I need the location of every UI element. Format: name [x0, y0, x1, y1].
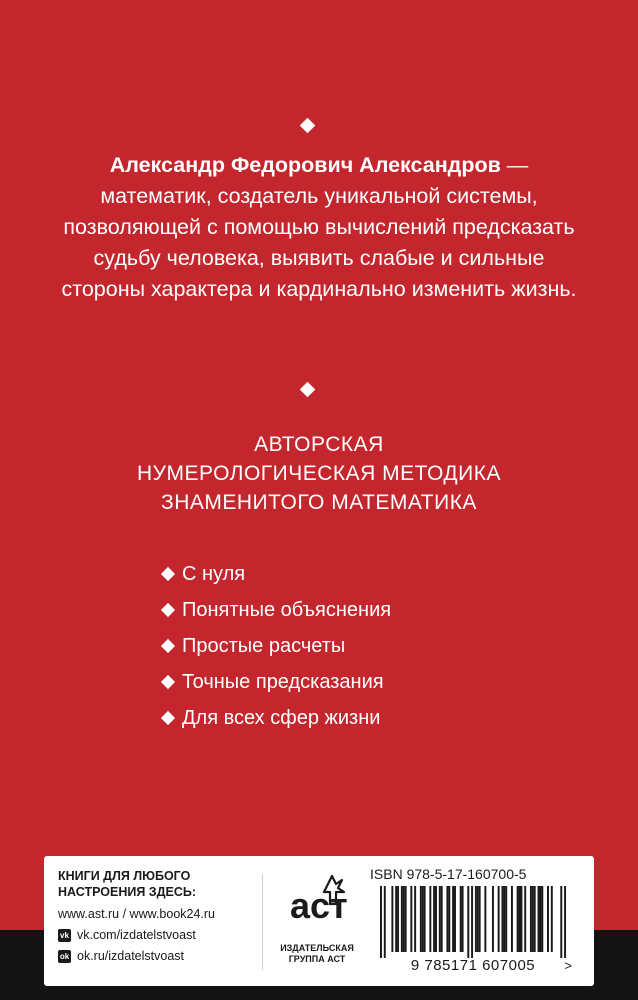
promo-title-line: НАСТРОЕНИЯ ЗДЕСЬ:	[58, 885, 197, 899]
barcode-digits: 9 785171 607005	[410, 957, 536, 974]
barcode-bar	[479, 886, 481, 952]
barcode-bar	[530, 886, 532, 952]
ok-link-text: ok.ru/izdatelstvoast	[77, 949, 184, 963]
barcode-bar	[539, 886, 541, 952]
barcode-bar	[477, 886, 479, 952]
barcode-bar	[391, 886, 393, 952]
feature-item	[160, 664, 560, 700]
barcode-bar	[410, 886, 412, 952]
feature-label: С нуля	[182, 563, 246, 585]
barcode-bar	[460, 886, 462, 952]
feature-label: Простые расчеты	[182, 635, 346, 657]
barcode-bar	[446, 886, 448, 952]
barcode-bar	[380, 886, 382, 958]
barcode-bar	[519, 886, 521, 952]
promo-block	[58, 868, 263, 963]
headline-line: ЗНАМЕНИТОГО МАТЕМАТИКА	[161, 491, 477, 514]
diamond-divider-middle	[300, 382, 316, 398]
vk-link-text: vk.com/izdatelstvoast	[77, 928, 196, 942]
barcode-bar	[524, 886, 526, 952]
barcode-bar	[441, 886, 443, 952]
diamond-bullet-icon	[161, 675, 175, 689]
barcode	[370, 884, 576, 974]
barcode-bar	[484, 886, 486, 952]
feature-item	[160, 700, 560, 736]
ast-logo-text: аст	[290, 885, 348, 926]
feature-item	[160, 556, 560, 592]
feature-item	[160, 628, 560, 664]
barcode-bar	[520, 886, 522, 952]
publisher-block	[270, 870, 364, 965]
barcode-bar	[403, 886, 405, 952]
barcode-bar	[547, 886, 549, 952]
barcode-bar	[538, 886, 540, 952]
vk-link[interactable]	[58, 928, 263, 942]
barcode-bar	[467, 886, 469, 958]
feature-list	[160, 556, 560, 736]
author-bio-text: — математик, создатель уникальной системы, позволяющей с помощью вычислений предсказать судьбу человека, выявить слабые и сильные стороны характера и кардинально изменить жизнь.	[61, 153, 577, 301]
barcode-bar	[471, 886, 473, 958]
barcode-bar	[384, 886, 386, 958]
barcode-bar	[439, 886, 441, 952]
barcode-bar	[452, 886, 454, 952]
ast-logo	[284, 870, 350, 932]
publisher-name-line: ГРУППА АСТ	[288, 954, 346, 964]
promo-title-line: КНИГИ ДЛЯ ЛЮБОГО	[58, 869, 191, 883]
vk-icon: vk	[58, 929, 71, 942]
barcode-bar	[435, 886, 437, 952]
barcode-bar	[501, 886, 503, 952]
barcode-bar	[429, 886, 431, 952]
barcode-bar	[551, 886, 553, 952]
diamond-divider-top	[300, 118, 316, 134]
barcode-bar	[395, 886, 397, 952]
odnoklassniki-icon: ok	[59, 951, 70, 961]
barcode-bar	[397, 886, 399, 952]
info-box	[44, 856, 594, 986]
feature-label: Понятные объяснения	[182, 599, 392, 621]
barcode-bar	[534, 886, 536, 952]
headline	[40, 430, 598, 517]
feature-label: Точные предсказания	[182, 671, 384, 693]
barcode-bar	[422, 886, 424, 952]
author-name: Александр Федорович Александров	[109, 153, 501, 177]
barcode-arrow-icon: >	[564, 958, 572, 973]
diamond-bullet-icon	[161, 567, 175, 581]
diamond-bullet-icon	[161, 603, 175, 617]
diamond-bullet-icon	[161, 639, 175, 653]
barcode-bar	[517, 886, 519, 952]
barcode-bar	[475, 886, 477, 952]
diamond-bullet-icon	[161, 711, 175, 725]
barcode-bar	[424, 886, 426, 952]
barcode-bar	[564, 886, 566, 958]
isbn-block	[370, 866, 588, 974]
author-bio	[60, 150, 578, 305]
barcode-bar	[492, 886, 494, 952]
barcode-bar	[560, 886, 562, 958]
headline-line: НУМЕРОЛОГИЧЕСКАЯ МЕТОДИКА	[137, 462, 501, 485]
divider	[262, 874, 263, 970]
barcode-bar	[541, 886, 543, 952]
barcode-bar	[433, 886, 435, 952]
publisher-name-line: ИЗДАТЕЛЬСКАЯ	[280, 943, 354, 953]
barcode-bar	[511, 886, 513, 952]
ok-link[interactable]	[58, 949, 263, 963]
barcode-bar	[503, 886, 505, 952]
barcode-bar	[505, 886, 507, 952]
barcode-bar	[401, 886, 403, 952]
barcode-bar	[462, 886, 464, 952]
barcode-bar	[454, 886, 456, 952]
barcode-bar	[405, 886, 407, 952]
headline-line: АВТОРСКАЯ	[254, 433, 384, 456]
feature-label: Для всех сфер жизни	[182, 707, 381, 729]
feature-item	[160, 592, 560, 628]
barcode-bar	[532, 886, 534, 952]
promo-title	[58, 868, 263, 900]
barcode-bar	[498, 886, 500, 952]
barcode-bar	[420, 886, 422, 952]
publisher-name	[270, 943, 364, 965]
barcode-bar	[414, 886, 416, 952]
promo-sites-link[interactable]: www.ast.ru / www.book24.ru	[58, 907, 216, 921]
isbn-label: ISBN 978-5-17-160700-5	[370, 866, 527, 882]
barcode-bar	[448, 886, 450, 952]
